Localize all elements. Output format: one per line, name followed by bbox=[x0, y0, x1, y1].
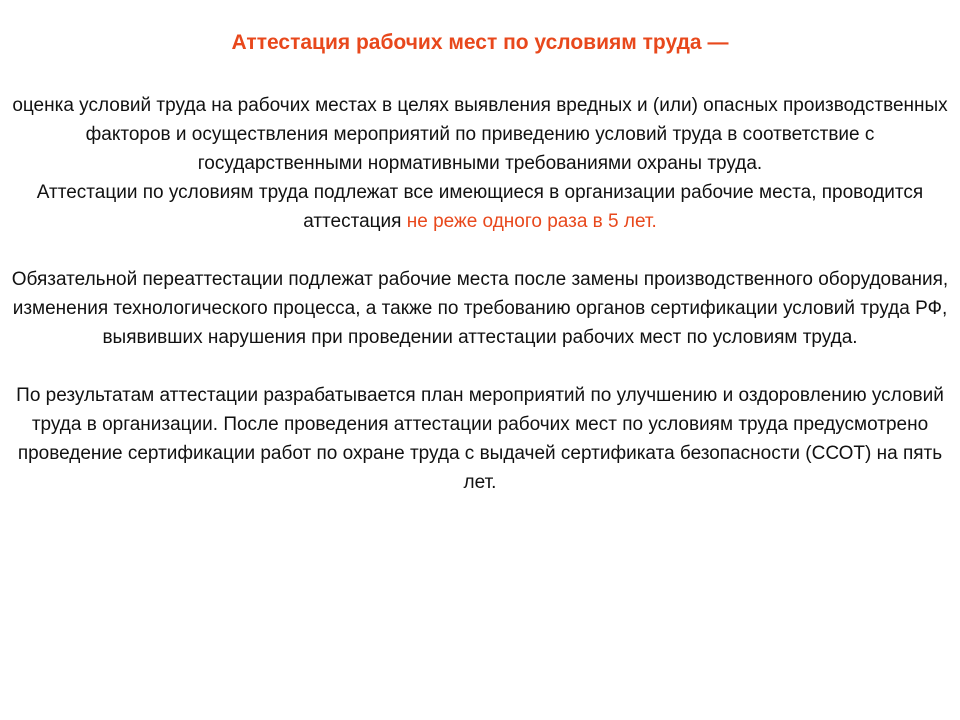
slide-title: Аттестация рабочих мест по условиям труда — bbox=[231, 31, 729, 54]
scope-highlight: не реже одного раза в 5 лет. bbox=[406, 211, 657, 232]
slide-body bbox=[10, 91, 950, 497]
scope-text: Аттестации по условиям труда подлежат все имеющиеся в организации рабочие места, проводится аттестация bbox=[36, 182, 924, 232]
definition-paragraph: оценка условий труда на рабочих местах в целях выявления вредных и (или) опасных производственных факторов и осуществления мероприятий по приведению условий труда в соответствие с государственными нормативными требованиями охраны труда. bbox=[12, 95, 948, 174]
reattestation-paragraph: Обязательной переаттестации подлежат рабочие места после замены производственного оборудования, изменения технологического процесса, а также по требованию органов сертификации условий труда РФ, выявивших нарушения при проведении аттестации рабочих мест по условиям труда. bbox=[11, 269, 949, 348]
paragraph-spacer bbox=[10, 236, 950, 265]
paragraph-spacer bbox=[10, 352, 950, 381]
scope-paragraph bbox=[10, 178, 950, 236]
results-paragraph: По результатам аттестации разрабатывается план мероприятий по улучшению и оздоровлению условий труда в организации. После проведения аттестации рабочих мест по условиям труда предусмотрено проведение сертификации работ по охране труда с выдачей сертификата безопасности (ССОТ) на пять лет. bbox=[16, 385, 944, 493]
